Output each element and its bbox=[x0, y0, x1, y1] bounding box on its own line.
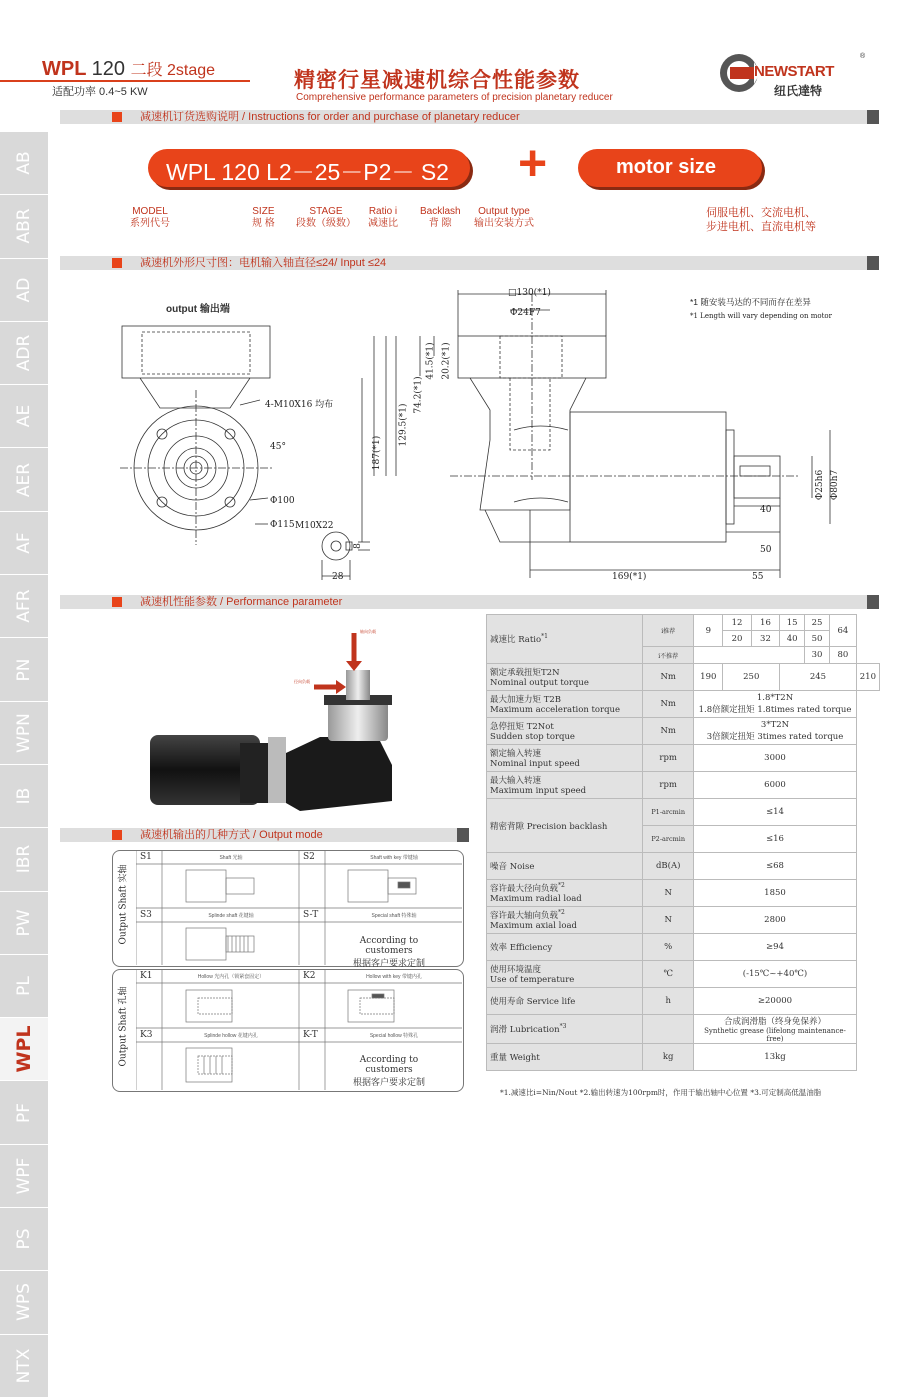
row-unit: rpm bbox=[643, 745, 694, 772]
ratio-label: 减速比 Ratio bbox=[490, 635, 542, 645]
dimension-label: 41.5(*1) bbox=[425, 342, 436, 380]
side-tab-label: PF bbox=[14, 1102, 34, 1123]
plus-sign: + bbox=[518, 135, 548, 191]
order-label-en: MODEL bbox=[132, 206, 168, 217]
order-label bbox=[130, 206, 170, 230]
table-row bbox=[487, 880, 880, 907]
title-en: Comprehensive performance parameters of precision planetary reducer bbox=[296, 92, 613, 103]
dimension-label: 45° bbox=[270, 442, 286, 452]
order-label-cn: 输出安装方式 bbox=[474, 218, 534, 229]
dimension-label: 169(*1) bbox=[612, 572, 647, 582]
side-tab-label: WPN bbox=[14, 712, 34, 753]
ratio-9: 9 bbox=[694, 615, 723, 647]
dimension-drawing bbox=[100, 280, 840, 590]
order-code-pill bbox=[148, 149, 470, 187]
s2-keyed-shaft-icon bbox=[348, 870, 416, 902]
section-dims-title: 减速机外形尺寸图：电机输入轴直径≤24/ Input ≤24 bbox=[140, 257, 387, 269]
dimension-label: Φ80h7 bbox=[830, 469, 841, 501]
row-unit: % bbox=[643, 934, 694, 961]
order-label-en: Ratio i bbox=[368, 206, 398, 217]
solid-group-label: Output Shaft 实轴 bbox=[118, 864, 129, 945]
svg-text:轴向负载: 轴向负载 bbox=[360, 629, 376, 634]
side-tab-label: NTX bbox=[14, 1348, 34, 1384]
side-tab-label: AD bbox=[14, 277, 34, 303]
row-label-en: Maximum acceleration torque bbox=[490, 705, 621, 715]
k1-hollow-icon bbox=[186, 990, 232, 1022]
custom-cn: 根据客户要求定制 bbox=[352, 1078, 425, 1088]
backlash-p2-value: ≤16 bbox=[694, 826, 857, 853]
model-prefix: WPL bbox=[42, 58, 87, 80]
row-unit: N bbox=[643, 880, 694, 907]
right-output-shaft bbox=[734, 456, 780, 498]
row-label-cn: 容许最大径向负载 bbox=[490, 884, 559, 894]
order-label-cn: 背 隙 bbox=[428, 218, 452, 229]
order-label-cn: 规 格 bbox=[252, 218, 275, 229]
row-unit: h bbox=[643, 988, 694, 1015]
side-tab-label: IB bbox=[14, 787, 34, 805]
backlash-p1: P1-arcmin bbox=[643, 799, 694, 826]
row-value bbox=[694, 691, 857, 718]
side-tab-label: AE bbox=[14, 405, 34, 428]
s3-spline-shaft-icon bbox=[186, 928, 254, 960]
dimension-label: Φ115 bbox=[270, 520, 295, 530]
drawing-note-2: *1 Length will vary depending on motor bbox=[690, 312, 832, 320]
section-perf bbox=[60, 595, 878, 609]
row-label-en: Use of temperature bbox=[490, 975, 575, 985]
mode-code: K1 bbox=[140, 971, 153, 981]
side-tab-pn[interactable] bbox=[0, 638, 48, 701]
side-tab-wpl[interactable] bbox=[0, 1018, 48, 1081]
dimension-label: 74.2(*1) bbox=[413, 376, 424, 414]
row-sup: *2 bbox=[558, 882, 565, 890]
row-unit: N bbox=[643, 907, 694, 934]
row-sup: *2 bbox=[558, 909, 565, 917]
side-tab-label: AB bbox=[14, 151, 34, 175]
ratio-40: 40 bbox=[780, 631, 805, 647]
row-label-cn: 额定输入转速 bbox=[490, 749, 542, 759]
mode-code: K3 bbox=[140, 1030, 153, 1040]
side-tab-ae[interactable] bbox=[0, 385, 48, 448]
row-unit: Nm bbox=[643, 718, 694, 745]
order-label-cn: 段数（级数） bbox=[296, 218, 356, 229]
backlash-p2: P2-arcmin bbox=[643, 826, 694, 853]
dimension-label: 129.5(*1) bbox=[398, 403, 409, 447]
ratio-32: 32 bbox=[751, 631, 779, 647]
side-tab-label: PL bbox=[14, 976, 34, 996]
row-value bbox=[694, 718, 857, 745]
table-row bbox=[487, 853, 880, 880]
mode-code: K2 bbox=[303, 971, 316, 981]
section-dims bbox=[60, 256, 878, 270]
row-label-en: Sudden stop torque bbox=[490, 732, 575, 742]
side-tab-wpf[interactable] bbox=[0, 1145, 48, 1208]
order-code: WPL 120 L2－25－P2－ S2 bbox=[166, 159, 449, 185]
ratio-64: 64 bbox=[830, 615, 857, 647]
k3-spline-hollow-icon bbox=[186, 1048, 232, 1082]
row-value: 6000 bbox=[694, 772, 857, 799]
performance-table bbox=[486, 614, 880, 1071]
motor-size-pill bbox=[578, 149, 762, 187]
torque-250: 250 bbox=[723, 664, 780, 691]
dimension-label: 20.2(*1) bbox=[441, 342, 452, 380]
row-unit: dB(A) bbox=[643, 853, 694, 880]
drawing-note-1: *1 随安装马达的不同而存在差异 bbox=[690, 297, 811, 307]
dimension-label: M10X22 bbox=[295, 521, 334, 531]
section-order bbox=[60, 110, 878, 124]
torque-245: 245 bbox=[780, 664, 857, 691]
power-range: 适配功率 0.4~5 KW bbox=[52, 86, 148, 98]
weight-value: 13kg bbox=[694, 1044, 857, 1071]
backlash-p1-value: ≤14 bbox=[694, 799, 857, 826]
side-tab-ib[interactable] bbox=[0, 765, 48, 828]
row-unit: Nm bbox=[643, 664, 694, 691]
output-shaft bbox=[346, 670, 370, 700]
lubrication-value bbox=[694, 1015, 857, 1044]
ratio-15: 15 bbox=[780, 615, 805, 631]
row-value: ≥94 bbox=[694, 934, 857, 961]
ratio-30: 30 bbox=[805, 647, 830, 664]
side-tab-ibr[interactable] bbox=[0, 828, 48, 891]
side-tab-adr[interactable] bbox=[0, 322, 48, 385]
row-label-cn: 使用寿命 Service life bbox=[490, 997, 576, 1007]
ratio-12: 12 bbox=[723, 615, 751, 631]
table-row bbox=[487, 988, 880, 1015]
right-housing bbox=[570, 412, 726, 542]
ratio-25: 25 bbox=[805, 615, 830, 631]
mode-desc: Splinde shaft 花键轴 bbox=[208, 913, 254, 919]
row-label-cn: 使用环境温度 bbox=[490, 965, 542, 975]
footnote: *1.减速比i=Nin/Nout *2.输出转速为100rpm时，作用于输出轴中心位置 *3.可定制高低温油脂 bbox=[500, 1088, 822, 1097]
row-label-cn: 最大输入转速 bbox=[490, 776, 542, 786]
row-label-en: Nominal output torque bbox=[490, 678, 589, 688]
row-label-en: Nominal input speed bbox=[490, 759, 580, 769]
ratio-sup: *1 bbox=[541, 633, 548, 641]
dimension-label: 50 bbox=[760, 545, 772, 555]
table-row bbox=[487, 772, 880, 799]
section-order-title: 减速机订货选购说明 / Instructions for order and purchase of planetary reducer bbox=[140, 111, 520, 123]
weight-label: 重量 Weight bbox=[487, 1044, 643, 1071]
performance-table-wrap bbox=[486, 614, 880, 1071]
side-tab-pf[interactable] bbox=[0, 1081, 48, 1144]
order-label bbox=[296, 206, 356, 230]
k2-keyed-hollow-icon bbox=[348, 990, 394, 1022]
order-label bbox=[474, 206, 534, 230]
mode-code: S3 bbox=[140, 910, 152, 920]
ratio-50: 50 bbox=[805, 631, 830, 647]
side-tab-label: ABR bbox=[14, 208, 34, 244]
custom-hollow-note bbox=[336, 1055, 442, 1088]
torque-210: 210 bbox=[856, 664, 879, 691]
side-tab-label: PS bbox=[14, 1228, 34, 1250]
custom-en: According to customers bbox=[359, 936, 419, 956]
side-tab-label: AF bbox=[14, 532, 34, 554]
right-body bbox=[470, 378, 586, 510]
model-size: 120 bbox=[91, 58, 126, 80]
row-value-2: 3倍额定扭矩 3times rated torque bbox=[706, 732, 844, 742]
order-label bbox=[252, 206, 275, 230]
left-flange-inner bbox=[142, 332, 250, 374]
row-value: (-15℃~+40℃) bbox=[694, 961, 857, 988]
table-row bbox=[487, 961, 880, 988]
torque-190: 190 bbox=[694, 664, 723, 691]
order-label-en: Output type bbox=[478, 206, 530, 217]
table-row bbox=[487, 799, 880, 826]
row-label-en: Maximum axial load bbox=[490, 921, 577, 931]
motor-size: motor size bbox=[616, 156, 717, 178]
table-row bbox=[487, 1015, 880, 1044]
ratio-20: 20 bbox=[723, 631, 751, 647]
dimension-label: □130(*1) bbox=[508, 288, 551, 298]
side-tab-label: WPF bbox=[14, 1157, 34, 1195]
order-label bbox=[368, 206, 398, 230]
brand-logo bbox=[718, 48, 868, 100]
section-output bbox=[60, 828, 468, 842]
dimension-label: 187(*1) bbox=[372, 435, 383, 471]
table-row bbox=[487, 907, 880, 934]
order-label-cn: 系列代号 bbox=[130, 218, 170, 229]
row-label-cn: 容许最大轴向负载 bbox=[490, 911, 559, 921]
mode-code: S2 bbox=[303, 852, 315, 862]
side-tab-label: ADR bbox=[14, 334, 34, 372]
row-unit: Nm bbox=[643, 691, 694, 718]
i-not-recommended: i不推荐 bbox=[643, 647, 694, 664]
dimension-label: 40 bbox=[760, 505, 772, 515]
left-neck bbox=[140, 378, 250, 408]
lubrication-value-2: Synthetic grease (lifelong maintenance-free) bbox=[704, 1027, 846, 1043]
backlash-label: 精密背隙 Precision backlash bbox=[487, 799, 643, 853]
row-value: ≥20000 bbox=[694, 988, 857, 1015]
row-value-1: 1.8*T2N bbox=[756, 693, 794, 703]
ratio-16: 16 bbox=[751, 615, 779, 631]
row-label-cn: 最大加速力矩 T2B bbox=[490, 695, 562, 705]
dimension-label: 8 bbox=[352, 543, 363, 549]
mode-desc: Splinde hollow 花键内孔 bbox=[204, 1033, 258, 1039]
mode-desc: Shaft with key 带键轴 bbox=[370, 855, 418, 861]
table-row bbox=[487, 934, 880, 961]
lubrication-label: 润滑 Lubrication bbox=[490, 1025, 560, 1035]
header-rule bbox=[0, 80, 250, 82]
dimension-label: 4-M10X16 均布 bbox=[265, 400, 334, 410]
left-flange bbox=[122, 326, 270, 378]
order-label bbox=[420, 206, 461, 230]
dimension-label: Φ100 bbox=[270, 496, 295, 506]
order-label-en: SIZE bbox=[252, 206, 275, 217]
side-tabs bbox=[0, 132, 48, 1398]
row-value: 3000 bbox=[694, 745, 857, 772]
row-value: 1850 bbox=[694, 880, 857, 907]
side-tab-ntx[interactable] bbox=[0, 1335, 48, 1398]
row-value-1: 3*T2N bbox=[760, 720, 790, 730]
section-output-title: 减速机输出的几种方式 / Output mode bbox=[140, 829, 323, 841]
row-label-cn: 效率 Efficiency bbox=[490, 943, 553, 953]
side-tab-label: AER bbox=[14, 462, 34, 497]
s1-shaft-icon bbox=[186, 870, 254, 902]
row-value: 2800 bbox=[694, 907, 857, 934]
side-tab-abr[interactable] bbox=[0, 195, 48, 258]
brand-reg: ® bbox=[860, 53, 866, 60]
row-label-en: Maximum input speed bbox=[490, 786, 587, 796]
brand-name: NEWSTART bbox=[754, 63, 834, 80]
table-row bbox=[487, 718, 880, 745]
section-perf-title: 减速机性能参数 / Performance parameter bbox=[140, 596, 343, 608]
brand-name-cn: 纽氏達特 bbox=[774, 84, 823, 98]
row-label-cn: 额定承载扭矩T2N bbox=[490, 668, 560, 678]
dimension-label: 55 bbox=[752, 572, 764, 582]
i-recommended: i推荐 bbox=[643, 615, 694, 647]
side-tab-pw[interactable] bbox=[0, 892, 48, 955]
gearbox-illustration bbox=[140, 625, 410, 820]
side-tab-af[interactable] bbox=[0, 512, 48, 575]
dimension-label: Φ24F7 bbox=[510, 308, 541, 318]
mode-code: K-T bbox=[303, 1030, 318, 1040]
side-tab-label: WPL bbox=[13, 1025, 35, 1073]
reducer-flange bbox=[328, 699, 388, 741]
side-tab-ad[interactable] bbox=[0, 259, 48, 322]
side-tab-pl[interactable] bbox=[0, 955, 48, 1018]
output-label: output 输出端 bbox=[166, 304, 230, 315]
header-left bbox=[0, 52, 250, 102]
output-mode-grid bbox=[136, 850, 462, 1090]
table-row bbox=[487, 1044, 880, 1071]
order-label-cn: 减速比 bbox=[368, 218, 398, 229]
mode-desc: Shaft 光轴 bbox=[219, 855, 243, 861]
dimension-label: Φ25h6 bbox=[815, 469, 826, 501]
side-tab-label: WPS bbox=[14, 1283, 34, 1322]
row-value: ≤68 bbox=[694, 853, 857, 880]
reducer-body bbox=[286, 737, 392, 811]
mode-code: S-T bbox=[303, 910, 319, 920]
mode-desc: Special hollow 特殊孔 bbox=[369, 1033, 419, 1039]
custom-cn: 根据客户要求定制 bbox=[352, 959, 425, 969]
custom-shaft-note bbox=[336, 936, 442, 969]
mode-code: S1 bbox=[140, 852, 152, 862]
row-label-en: Maximum radial load bbox=[490, 894, 582, 904]
mode-desc: Special shaft 特殊轴 bbox=[371, 913, 417, 919]
motor-desc-1: 伺服电机、交流电机、 bbox=[706, 207, 816, 219]
side-tab-label: PW bbox=[14, 909, 34, 937]
hollow-group-label: Output Shaft 孔轴 bbox=[118, 986, 129, 1067]
order-label-en: STAGE bbox=[309, 206, 343, 217]
table-row bbox=[487, 745, 880, 772]
side-tab-ps[interactable] bbox=[0, 1208, 48, 1271]
side-tab-afr[interactable] bbox=[0, 575, 48, 638]
table-row bbox=[487, 691, 880, 718]
model-title bbox=[42, 57, 215, 81]
weight-unit: kg bbox=[643, 1044, 694, 1071]
row-value-2: 1.8倍额定扭矩 1.8times rated torque bbox=[698, 705, 852, 715]
row-unit: rpm bbox=[643, 772, 694, 799]
row-unit: ℃ bbox=[643, 961, 694, 988]
lubrication-value-1: 合成润滑脂（终身免保养） bbox=[723, 1017, 826, 1027]
mode-desc: Hollow with key 带键内孔 bbox=[366, 974, 422, 980]
ratio-label-cell bbox=[487, 615, 643, 664]
row-label-cn: 急停扭矩 T2Not bbox=[490, 722, 554, 732]
side-tab-wpn[interactable] bbox=[0, 702, 48, 765]
title-cn: 精密行星减速机综合性能参数 bbox=[294, 69, 580, 92]
motor-desc bbox=[706, 206, 816, 234]
right-output-flange bbox=[726, 430, 734, 524]
order-label-en: Backlash bbox=[420, 206, 461, 217]
motor-desc-2: 步进电机、直流电机等 bbox=[706, 221, 816, 233]
side-tab-label: IBR bbox=[14, 845, 34, 874]
side-tab-label: PN bbox=[14, 658, 34, 681]
side-tab-aer[interactable] bbox=[0, 448, 48, 511]
mode-desc: Hollow 光内孔（锁紧套固定） bbox=[197, 974, 265, 980]
stage-label: 二段 2stage bbox=[130, 62, 216, 79]
ratio-80: 80 bbox=[830, 647, 857, 664]
side-tab-label: AFR bbox=[14, 589, 34, 623]
custom-en: According to customers bbox=[359, 1055, 419, 1075]
lubrication-sup: *3 bbox=[559, 1023, 567, 1031]
side-tab-ab[interactable] bbox=[0, 132, 48, 195]
table-row bbox=[487, 664, 880, 691]
svg-text:径向负载: 径向负载 bbox=[294, 679, 310, 684]
row-label-cn: 噪音 Noise bbox=[490, 862, 535, 872]
side-tab-wps[interactable] bbox=[0, 1271, 48, 1334]
dimension-label: 28 bbox=[332, 572, 344, 582]
